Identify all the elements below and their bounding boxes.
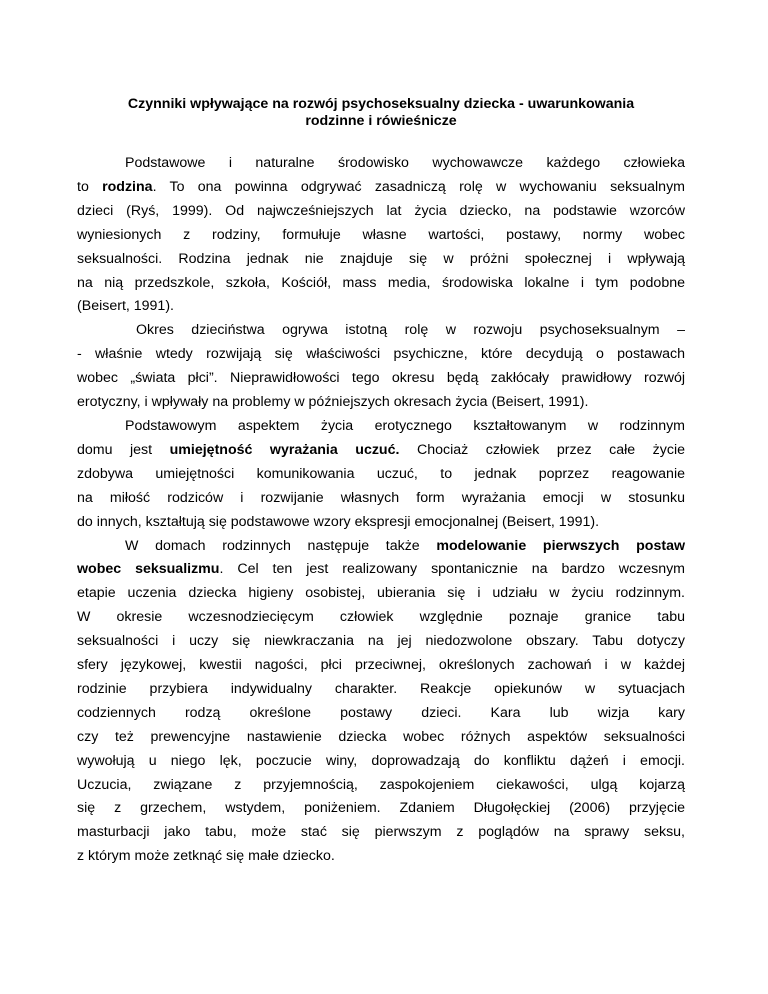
text-line: seksualności i uczy się niewkraczania na jej niedozwolone obszary. Tabu dotyczy [77, 633, 685, 650]
text-line: zdobywa umiejętności komunikowania uczuć, to jednak poprzez reagowanie [77, 465, 685, 482]
text-line: masturbacji jako tabu, może stać się pierwszym z poglądów na sprawy seksu, [77, 824, 685, 841]
text-line: seksualności. Rodzina jednak nie znajduje się w próżni społecznej i wpływają [77, 250, 685, 267]
text-line: wobec „świata płci”. Nieprawidłowości tego okresu będą zakłócały prawidłowy rozwój [77, 370, 685, 387]
text-line: W domach rodzinnych następuje także modelowanie pierwszych postaw [125, 537, 685, 554]
text-line: Podstawowe i naturalne środowisko wychowawcze każdego człowieka [125, 155, 685, 171]
title-line-1: Czynniki wpływające na rozwój psychoseksualny dziecka - uwarunkowania [127, 96, 635, 112]
paragraph [77, 535, 685, 870]
text-line: erotyczny, i wpływały na problemy w późniejszych okresach życia (Beisert, 1991). [77, 394, 589, 411]
text-line: domu jest umiejętność wyrażania uczuć. Chociaż człowiek przez całe życie [77, 441, 685, 458]
text-line: na nią przedszkole, szkoła, Kościół, mass media, środowiska lokalne i tym podobne [77, 274, 685, 291]
text-line: W okresie wczesnodziecięcym człowiek względnie poznaje granice tabu [77, 609, 685, 626]
paragraph [77, 319, 685, 415]
text-line: rodzinie przybiera indywidualny charakter. Reakcje opiekunów w sytuacjach [77, 680, 685, 697]
document-title [77, 96, 685, 130]
text-line: dzieci (Ryś, 1999). Od najwcześniejszych lat życia dziecko, na podstawie wzorców [77, 202, 685, 219]
bold-phrase: wobec seksualizmu [77, 561, 220, 578]
document-page [77, 96, 685, 869]
text-line: wywołują u niego lęk, poczucie winy, doprowadzają do konfliktu dążeń i emocji. [77, 752, 685, 769]
text-line: to rodzina. To ona powinna odgrywać zasadniczą rolę w wychowaniu seksualnym [77, 178, 685, 195]
title-line-2: rodzinne i rówieśnicze [305, 113, 457, 129]
text-line: czy też prewencyjne nastawienie dziecka wobec różnych aspektów seksualności [77, 728, 685, 745]
text-line: - właśnie wtedy rozwijają się właściwości psychiczne, które decydują o postawach [77, 346, 685, 363]
text-line: etapie uczenia dziecka higieny osobistej, ubierania się i udziału w życiu rodzinnym. [77, 585, 685, 602]
text-line: Podstawowym aspektem życia erotycznego kształtowanym w rodzinnym [125, 417, 685, 434]
text-line: Okres dzieciństwa ogrywa istotną rolę w rozwoju psychoseksualnym – [136, 322, 685, 339]
text-line: z którym może zetknąć się małe dziecko. [77, 848, 335, 865]
text-line: się z grzechem, wstydem, poniżeniem. Zdaniem Długołęckiej (2006) przyjęcie [77, 800, 685, 817]
text-line: do innych, kształtują się podstawowe wzory ekspresji emocjonalnej (Beisert, 1991). [77, 513, 600, 530]
text-line: Uczucia, związane z przyjemnością, zaspokojeniem ciekawości, ulgą kojarzą [77, 776, 685, 793]
text-line: wobec seksualizmu. Cel ten jest realizowany spontanicznie na bardzo wczesnym [77, 561, 686, 578]
text-line: codziennych rodzą określone postawy dzieci. Kara lub wizja kary [77, 704, 685, 721]
paragraph [77, 415, 685, 535]
bold-phrase: umiejętność wyrażania uczuć. [169, 441, 400, 458]
paragraph [77, 152, 685, 319]
bold-phrase: rodzina [102, 178, 153, 195]
text-line: wyniesionych z rodziny, formułuje własne wartości, postawy, normy wobec [77, 226, 685, 243]
text-line: sfery językowej, kwestii nagości, płci przeciwnej, określonych zachowań i w każdej [77, 657, 685, 674]
bold-phrase: modelowanie pierwszych postaw [436, 537, 685, 554]
document-body [77, 152, 685, 869]
text-line: (Beisert, 1991). [77, 298, 174, 315]
text-line: na miłość rodziców i rozwijanie własnych form wyrażania emocji w stosunku [77, 489, 685, 506]
